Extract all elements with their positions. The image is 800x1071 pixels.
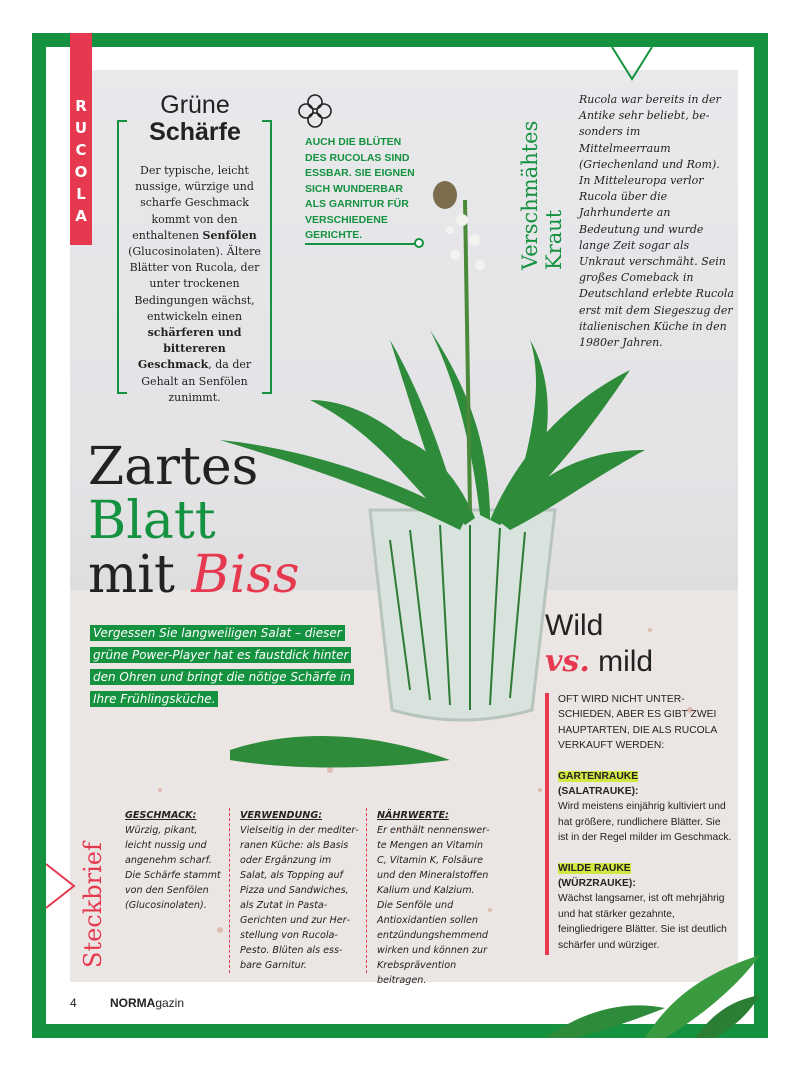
triangle-marker-top [610,47,654,81]
flower-pointer-dot [414,238,424,248]
steckbrief-column: GESCHMACK: Würzig, pikant, leicht nussig und angenehm scharf. Die Schärfe stammt von den Senfölen (Glucosinolaten). [125,810,221,911]
triangle-marker-left [46,862,76,910]
intro-text: Vergessen Sie langweiligen Salat – dieser grüne Power-Player hat es faustdick hinter den Ohren und bringt die nötige Schärfe in Ihre Frühlingsküche. [90,622,360,710]
column-divider [229,808,231,973]
column-divider [366,808,368,973]
kraut-title: Verschmähtes Kraut [518,120,566,270]
leaf-decoration [545,950,765,1038]
box-text: Der typische, leicht nussige, würzige und scharfe Geschmack kommt von den enthaltenen Senfölen (Glucosinolaten). Ältere Blätter von Rucola, der unter trockenen Bedingungen wächst, entwickeln einen schärferen und bittereren Geschmack, da der Gehalt an Senfölen zunimmt. [128,164,261,404]
frame-top-bar [32,33,768,47]
steckbrief-column: NÄHRWERTE: Er enthält nennenswerte Mengen an Vitamin C, Vitamin K, Folsäure und den Mineralstoffen Kalium und Kalzium. Die Senföle und Antioxidantien sollen entzündungshemmend wirken und können zur Krebsprävention beitragen. [377,810,490,986]
flower-pointer-line [305,243,415,245]
magazine-brand: NORMAgazin [110,996,185,1010]
page-number: 4 [70,996,77,1010]
kraut-text: Rucola war bereits in der Antike sehr beliebt, besonders im Mittelmeerraum (Griechenland und Rom). In Mitteleuropa verlor Rucola über die Jahrhunderte an Bedeutung und wurde lange Zeit sogar als Unkraut verschmäht. Sein großes Comeback in Deutschland erlebte Rucola erst mit dem Siegeszug der italienischen Küche in den 1980er Jahren. [579,93,734,350]
tab-label: R U C O L A [74,97,88,225]
steckbrief-title: Steckbrief [79,842,107,968]
bracket-right [262,120,272,394]
frame-right-bar [754,33,768,1038]
frame-left-bar [32,33,46,1038]
flower-note: AUCH DIE BLÜTEN DES RUCOLAS SIND ESSBAR. SIE EIGNEN SICH WUNDERBAR ALS GARNITUR FÜR VERSCHIEDENE GERICHTE. [305,136,415,241]
steckbrief-column: VERWENDUNG: Vielseitig in der mediterranen Küche: als Basis oder Ergänzung im Salat, als Topping auf Pizza und Sandwiches, als Zutat in Pasta-Gerichten und zur Herstellung von Rucola-Pesto. Blüten als essbare Garnitur. [240,810,359,971]
flower-icon [295,92,335,132]
wild-text: OFT WIRD NICHT UNTERSCHIEDEN, ABER ES GIBT ZWEI HAUPTARTEN, DIE ALS RUCOLA VERKAUFT WERDEN: GARTENRAUKE (SALATRAUKE): Wird meistens einjährig kultiviert und hat größere, rundlichere Blätter. Sie ist in der Regel milder im Geschmack. WILDE RAUKE (WÜRZRAUKE): Wächst langsamer, ist oft mehrjährig und hat stärker gezahnte, feingliedrigere Blätter. Sie ist deutlich schärfer und würziger. [558,694,732,951]
bracket-left [117,120,127,394]
wild-bar [545,693,549,955]
wild-title: Wild vs. mild [545,609,654,679]
box-title: Grüne Schärfe [149,91,241,146]
headline: Zartes Blatt mit Biss [88,437,300,605]
